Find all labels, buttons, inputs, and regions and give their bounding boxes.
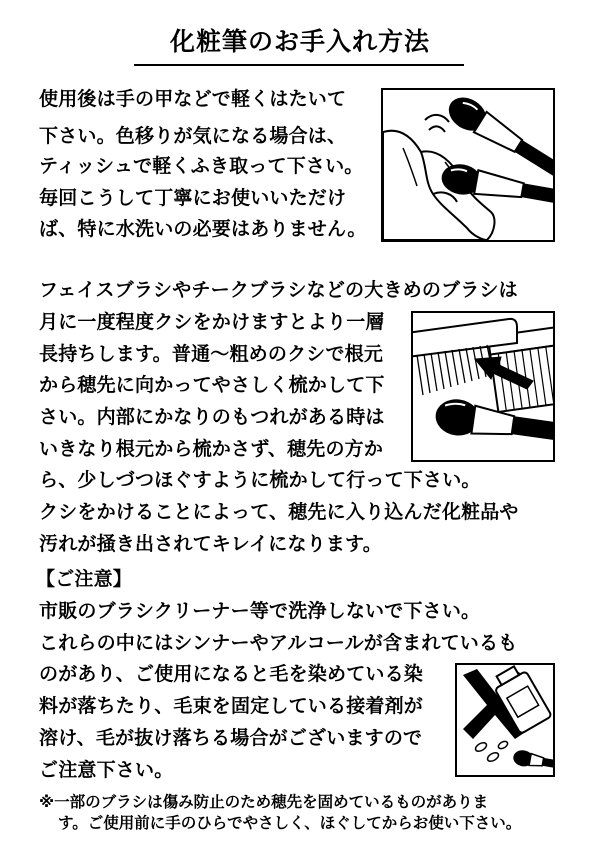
combing-line-8: クシをかけることによって、穂先に入り込んだ化粧品や bbox=[39, 501, 519, 523]
combing-line-3: 長持ちします。普通～粗めのクシで根元 bbox=[39, 343, 384, 365]
hand-tapping-brush-illustration bbox=[381, 88, 555, 242]
caution-line-4: 料が落ちたり、毛束を固定している接着剤が bbox=[39, 695, 424, 717]
combing-line-2: 月に一度程度クシをかけますとより一層 bbox=[39, 311, 385, 333]
daily-care-line-1: 使用後は手の甲などで軽くはたいて bbox=[39, 88, 347, 110]
footnote-line-2: す。ご使用前に手のひらでやさしく、ほぐしてからお使い下さい。 bbox=[58, 814, 522, 832]
combing-line-4: から穂先に向かってやさしく梳かして下 bbox=[39, 374, 385, 396]
caution-heading: 【ご注意】 bbox=[36, 568, 133, 590]
caution-line-1: 市販のブラシクリーナー等で洗浄しないで下さい。 bbox=[39, 600, 481, 622]
title-underline bbox=[134, 64, 464, 66]
caution-line-5: 溶け、毛が抜け落ちる場合がございますので bbox=[39, 727, 423, 749]
daily-care-line-2: 下さい。色移りが気になる場合は、 bbox=[39, 125, 347, 147]
footnote-line-1: ※一部のブラシは傷み防止のため穂先を固めているものがありま bbox=[39, 793, 489, 811]
combing-line-7: ら、少しづつほぐすように梳かして行って下さい。 bbox=[39, 469, 481, 491]
comb-brushing-illustration bbox=[411, 311, 555, 462]
daily-care-line-5: ば、特に水洗いの必要はありません。 bbox=[39, 218, 367, 240]
daily-care-line-3: ティッシュで軽くふき取って下さい。 bbox=[39, 155, 364, 177]
no-cleaner-illustration bbox=[455, 663, 555, 777]
daily-care-line-4: 毎回こうして丁寧にお使いいただけ bbox=[39, 187, 347, 209]
caution-line-2: これらの中にはシンナーやアルコールが含まれているも bbox=[39, 632, 518, 654]
combing-line-9: 汚れが掻き出されてキレイになります。 bbox=[39, 533, 382, 555]
combing-line-1: フェイスブラシやチークブラシなどの大きめのブラシは bbox=[39, 279, 518, 301]
page-title: 化粧筆のお手入れ方法 bbox=[169, 27, 430, 56]
caution-line-6: ご注意下さい。 bbox=[39, 759, 174, 781]
combing-line-6: いきなり根元から梳かさず、穂先の方か bbox=[39, 438, 384, 460]
combing-line-5: さい。内部にかなりのもつれがある時は bbox=[39, 406, 385, 428]
caution-line-3: のがあり、ご使用になると毛を染めている染 bbox=[39, 663, 424, 685]
